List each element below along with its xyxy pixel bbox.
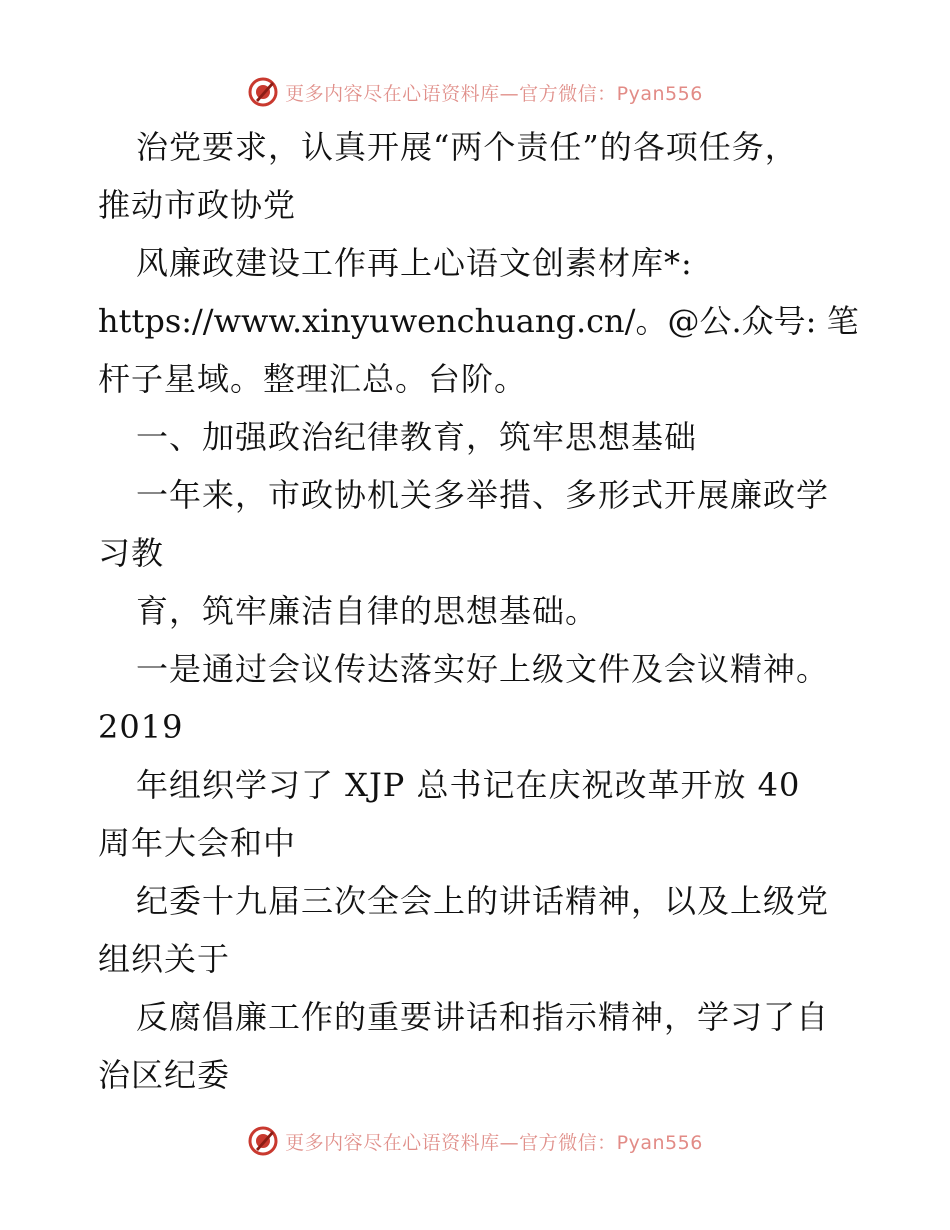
text-line: 年组织学习了 XJP 总书记在庆祝改革开放 40 xyxy=(136,766,801,804)
header-watermark-text xyxy=(285,79,703,106)
section-heading: 一、加强政治纪律教育，筑牢思想基础 xyxy=(136,418,698,456)
text-line: 风廉政建设工作再上心语文创素材库*: xyxy=(136,244,693,282)
watermark-wechat-id: Pyan556 xyxy=(616,82,703,105)
text-line: 周年大会和中 xyxy=(98,824,297,862)
text-line: 纪委十九届三次全会上的讲话精神，以及上级党 xyxy=(136,882,830,920)
text-line: 习教 xyxy=(98,534,165,572)
text-line: 反腐倡廉工作的重要讲话和指示精神，学习了自 xyxy=(136,998,830,1036)
header-watermark xyxy=(0,72,950,112)
text-line: 一是通过会议传达落实好上级文件及会议精神。 xyxy=(136,650,830,688)
text-line: 组织关于 xyxy=(98,940,231,978)
text-line: 2019 xyxy=(98,708,184,746)
footer-watermark-text xyxy=(285,1128,703,1155)
text-line: 育，筑牢廉洁自律的思想基础。 xyxy=(136,592,599,630)
text-line: 治区纪委 xyxy=(98,1056,231,1094)
pen-logo-icon xyxy=(247,1125,279,1157)
text-line: 杆子星域。整理汇总。台阶。 xyxy=(98,360,528,398)
watermark-wechat-id: Pyan556 xyxy=(616,1131,703,1154)
text-line: 治党要求，认真开展“两个责任”的各项任务， xyxy=(136,128,798,166)
text-line-url: https://www.xinyuwenchuang.cn/。@公.众号: 笔 xyxy=(98,302,859,340)
document-body xyxy=(98,118,868,1104)
text-line: 一年来，市政协机关多举措、多形式开展廉政学 xyxy=(136,476,830,514)
watermark-main-text: 更多内容尽在心语资料库—官方微信： xyxy=(285,82,617,105)
text-line: 推动市政协党 xyxy=(98,186,297,224)
footer-watermark xyxy=(0,1121,950,1161)
pen-logo-icon xyxy=(247,76,279,108)
watermark-main-text: 更多内容尽在心语资料库—官方微信： xyxy=(285,1131,617,1154)
